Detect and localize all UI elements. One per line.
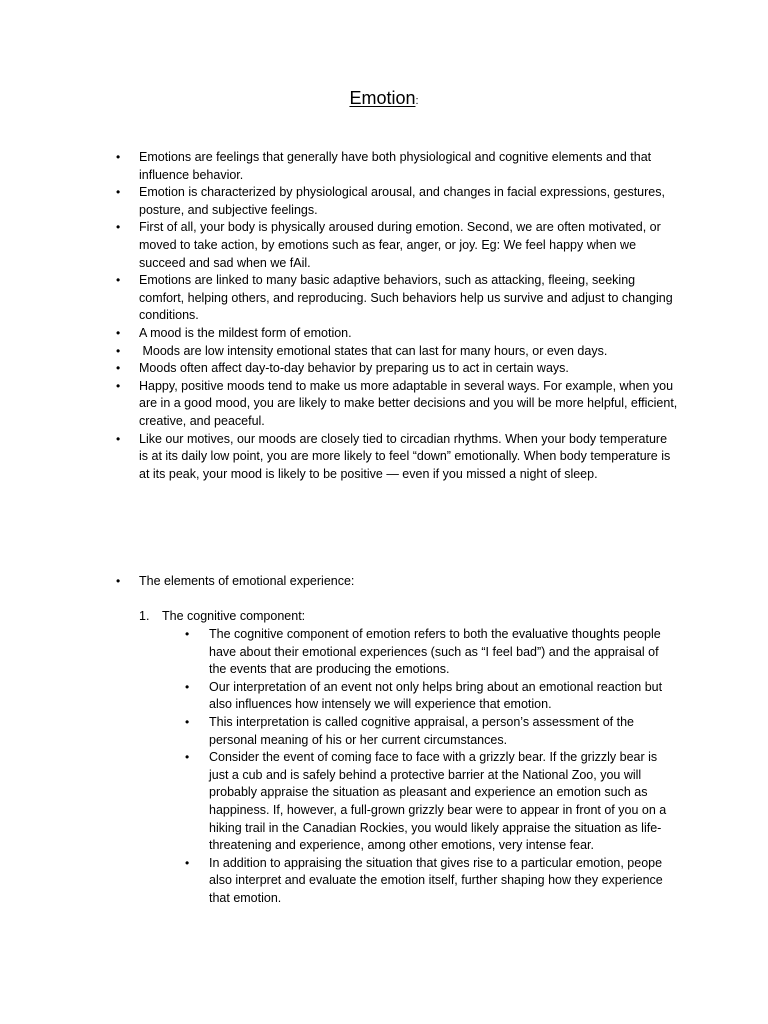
list-item-text: Moods are low intensity emotional states that can last for many hours, or even days.	[139, 343, 608, 358]
list-item	[0, 573, 768, 591]
title-colon: :	[415, 95, 419, 107]
bullet-icon: •	[116, 220, 121, 235]
list-item	[0, 149, 768, 184]
list-item-text: Like our motives, our moods are closely tied to circadian rhythms. When your body temperature is at its daily low point, you are more likely to feel “down” emotionally. When body temperature is at its peak, your mood is likely to be positive — even if you missed a night of sleep.	[139, 431, 671, 481]
list-item	[0, 272, 768, 325]
page-title	[0, 88, 768, 109]
item-label: The cognitive component:	[162, 609, 306, 623]
list-item	[0, 679, 768, 714]
bullet-icon: •	[116, 185, 121, 200]
list-item-text: The cognitive component of emotion refers to both the evaluative thoughts people have about their emotional experiences (such as “I feel bad”) and the appraisal of the events that are producing the emotions.	[209, 627, 661, 677]
list-item-text: Our interpretation of an event not only helps bring about an emotional reaction but also influences how intensely we will experience that emotion.	[209, 679, 663, 712]
bullet-icon: •	[116, 150, 121, 164]
bullet-icon: •	[116, 574, 121, 588]
list-item-text: A mood is the mildest form of emotion.	[139, 325, 352, 340]
list-item	[0, 626, 768, 679]
list-item	[0, 431, 768, 484]
list-item	[0, 855, 768, 908]
list-item-text: Emotions are linked to many basic adaptive behaviors, such as attacking, fleeing, seeking comfort, helping others, and reproducing. Such behaviors help us survive and adjust to changing conditions.	[139, 273, 673, 323]
list-item	[0, 219, 768, 272]
list-item-text: Happy, positive moods tend to make us more adaptable in several ways. For example, when you are in a good mood, you are likely to make better decisions and you will be more helpful, efficient, creative, and peaceful.	[139, 378, 678, 428]
bullet-icon: •	[116, 273, 121, 288]
list-item-text: Emotion is characterized by physiological arousal, and changes in facial expressions, gestures, posture, and subjective feelings.	[139, 185, 665, 217]
list-item	[0, 749, 768, 855]
bullet-icon: •	[185, 855, 190, 870]
list-item-text: In addition to appraising the situation that gives rise to a particular emotion, peope also interpret and evaluate the emotion itself, further shaping how they experience that emotion.	[209, 855, 663, 905]
bullet-icon: •	[185, 750, 190, 765]
bullet-icon: •	[185, 679, 190, 694]
title-text: Emotion	[349, 88, 416, 108]
list-item	[0, 360, 768, 378]
list-item	[0, 184, 768, 219]
bullet-icon: •	[185, 714, 190, 729]
item-number: 1.	[139, 609, 150, 623]
list-item-text: Emotions are feelings that generally have both physiological and cognitive elements and that influence behavior.	[139, 150, 652, 182]
emotion-bullet-list	[0, 149, 768, 483]
list-item	[0, 343, 768, 361]
bullet-icon: •	[116, 378, 121, 393]
bullet-icon: •	[185, 627, 190, 641]
list-item-text: Consider the event of coming face to face with a grizzly bear. If the grizzly bear is just a cub and is safely behind a protective barrier at the National Zoo, you will probably appraise the situation as pleasant and experience an emotion such as happiness. If, however, a full-grown grizzly bear were to appear in front of you on a hiking trail in the Canadian Rockies, you would likely appraise the situation as life-threatening and experience, among other emotions, very intense fear.	[209, 750, 667, 853]
list-item	[0, 714, 768, 749]
list-item	[0, 325, 768, 343]
bullet-icon: •	[116, 361, 121, 376]
list-item-text: Moods often affect day-to-day behavior by preparing us to act in certain ways.	[139, 361, 569, 376]
list-item	[0, 378, 768, 431]
list-item-text: This interpretation is called cognitive appraisal, a person’s assessment of the personal meaning of his or her current circumstances.	[209, 714, 634, 747]
bullet-icon: •	[116, 431, 121, 446]
bullet-icon: •	[116, 325, 121, 340]
elements-heading-list	[0, 573, 768, 591]
cognitive-sub-bullet-list	[0, 626, 768, 908]
elements-heading: The elements of emotional experience:	[139, 574, 355, 588]
bullet-icon: •	[116, 343, 121, 358]
list-item-text: First of all, your body is physically aroused during emotion. Second, we are often motivated, or moved to take action, by emotions such as fear, anger, or joy. Eg: We feel happy when we succeed and sad when we fAil.	[139, 220, 661, 270]
